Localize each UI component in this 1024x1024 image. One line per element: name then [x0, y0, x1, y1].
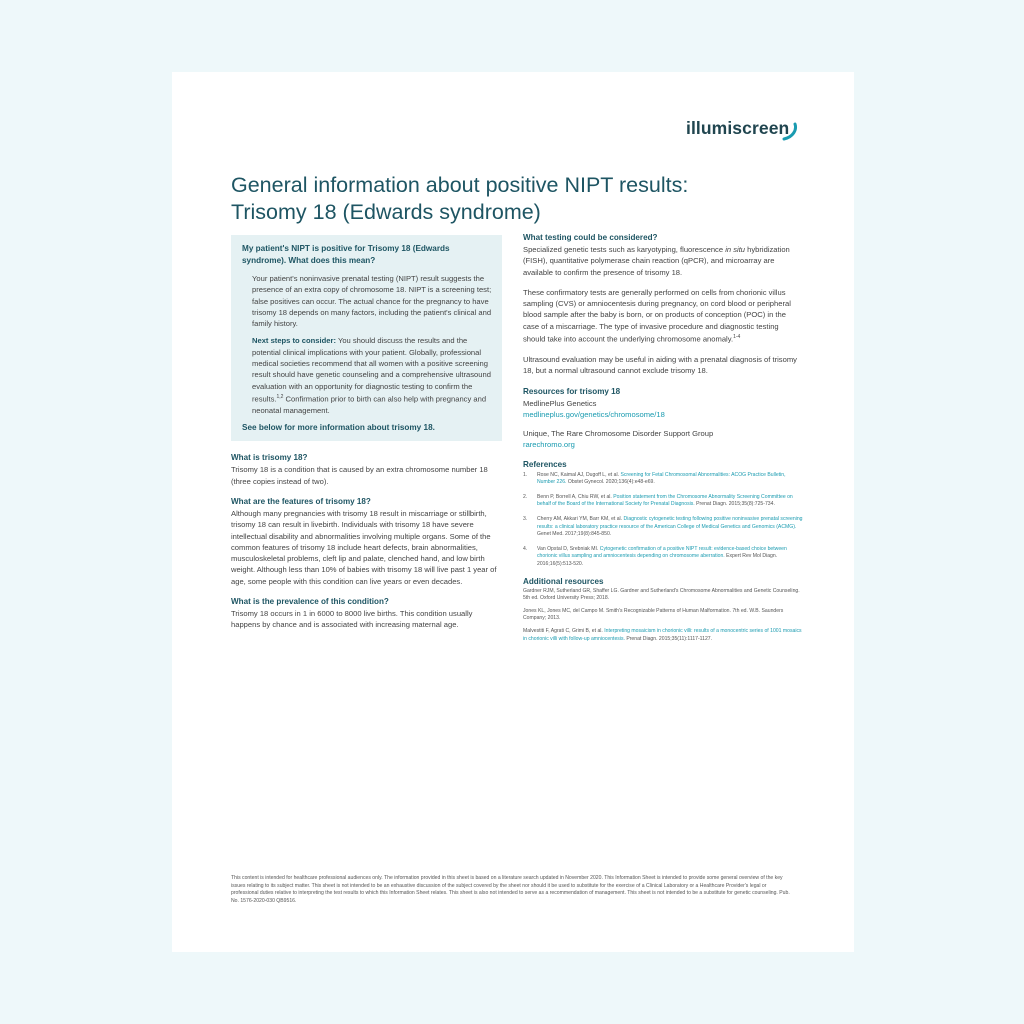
reference-link[interactable]: Screening for Fetal Chromosomal Abnormalities: ACOG Practice Bulletin, Number 226.	[537, 471, 786, 486]
testing-p1-emphasis: in situ	[725, 245, 746, 254]
reference-source: Genet Med. 2017;19(8):845-850.	[537, 531, 612, 538]
reference-item	[523, 472, 803, 487]
reference-authors: Van Opstal D, Srebniak MI.	[537, 545, 600, 552]
references-list	[523, 472, 803, 569]
title-line-2: Trisomy 18 (Edwards syndrome)	[231, 200, 541, 224]
prevalence-heading: What is the prevalence of this condition?	[231, 597, 389, 607]
next-steps-citation: 1,2	[276, 393, 284, 400]
logo-swoosh-icon	[781, 122, 799, 142]
page-title	[231, 172, 831, 226]
illumiscreen-logo: illumiscreen	[686, 118, 790, 138]
prevalence-text: Trisomy 18 occurs in 1 in 6000 to 8000 live births. This condition usually happens by chance and is associated with increasing maternal age.	[231, 609, 473, 630]
additional-resources-heading: Additional resources	[523, 576, 604, 586]
additional-resource-item	[523, 628, 803, 643]
additional-resource-item	[523, 608, 803, 623]
additional-resource-link[interactable]: Interpreting mosaicism in chorionic villi: results of a monocentric series of 1001 mosaics in chorionic villi with follow-up amniocentesis.	[523, 628, 802, 642]
reference-text	[537, 546, 803, 569]
testing-paragraph-3: Ultrasound evaluation may be useful in aiding with a prenatal diagnosis of trisomy 18, but a normal ultrasound cannot exclude trisomy 18.	[523, 354, 797, 376]
reference-link[interactable]: Diagnostic cytogenetic testing following positive noninvasive prenatal screening results: a clinical laboratory practice resource of the American College of Medical Genetics and Genomics (ACMG).	[537, 516, 803, 530]
disclaimer-footer: This content is intended for healthcare professional audiences only. The information provided in this sheet is based on a literature search updated in November 2020. This Information Sheet is intended to provide some general overview of the key issues relating to its subject matter. This sheet is not intended to be an exhaustive discussion of the subject covered by the sheet nor should it be used to substitute for the exercise of a Clinical Laboratory or a Healthcare Provider's legal or professional duties relative to interpreting the test results to which this Information Sheet relates. This sheet is also not intended to serve as a recommendation of management. This sheet is not intended to be a substitute for genetic counseling. Pub. No. 1576-2020-030 QB9516.	[231, 875, 790, 904]
reference-item	[523, 516, 803, 539]
reference-item	[523, 546, 803, 569]
reference-source: Expert Rev Mol Diagn. 2016;16(5):513-520.	[537, 553, 778, 568]
see-below-note: See below for more information about trisomy 18.	[242, 423, 435, 433]
additional-resource-item	[523, 588, 803, 603]
testing-p2-text: These confirmatory tests are generally performed on cells from chorionic villus sampling (CVS) or amniocentesis during pregnancy, on cord blood or peripheral blood sample after the baby is born, or on products of conception (POC) in the case of a miscarriage. The type of invasive procedure and diagnostic testing should take into account the underlying chromosome anomaly.	[523, 287, 791, 344]
features-heading: What are the features of trisomy 18?	[231, 496, 371, 506]
resource-1-name: MedlinePlus Genetics	[523, 398, 597, 408]
next-steps-label: Next steps to consider:	[252, 336, 336, 346]
additional-resource-authors: Malvestiti F, Agrati C, Grimi B, et al.	[523, 628, 605, 634]
callout-next-steps	[252, 335, 492, 416]
reference-number: 2.	[523, 493, 528, 500]
reference-authors: Rose NC, Kaimal AJ, Dugoff L, et al.	[537, 471, 621, 478]
reference-text	[537, 494, 803, 509]
what-is-heading: What is trisomy 18?	[231, 453, 308, 463]
callout-paragraph-1: Your patient's noninvasive prenatal testing (NIPT) result suggests the presence of an extra copy of chromosome 18. NIPT is a screening test; false positives can occur. The actual chance for the pregnancy to have trisomy 18 depends on many factors, including the patient's clinical and family history.	[252, 274, 492, 329]
features-text: Although many pregnancies with trisomy 18 result in miscarriage or stillbirth, trisomy 18 can result in livebirth. Individuals with trisomy 18 have severe intellectual disability and abnormalities involving multiple organs. Some of the common features of trisomy 18 include heart defects, brain abnormalities, musculoskeletal problems, cleft lip and palate, clenched hand, and low birth weight. Although less than 10% of babies with trisomy 18 will live past 1 year of age, some people with this condition can live years or even decades.	[231, 508, 497, 586]
additional-resource-source: Prenat Diagn. 2015;35(11):1117-1127.	[624, 635, 713, 642]
medlineplus-link[interactable]: medlineplus.gov/genetics/chromosome/18	[523, 409, 665, 419]
reference-number: 1.	[523, 471, 528, 478]
testing-paragraph-2	[523, 287, 803, 345]
reference-link[interactable]: Position statement from the Chromosome Abnormality Screening Committee on behalf of the Board of the International Society for Prenatal Diagnosis.	[537, 493, 793, 508]
resource-medlineplus	[523, 398, 803, 421]
next-steps-text: You should discuss the results and the potential clinical implications with your patient. Globally, professional medical societies recommend that all women with a positive screening result should have genetic counseling and a comprehensive ultrasound evaluation with an opportunity for diagnostic testing to confirm the results.	[252, 336, 491, 404]
positive-result-callout	[231, 235, 502, 441]
callout-heading: My patient's NIPT is positive for Trisomy 18 (Edwards syndrome). What does this mean?	[242, 244, 450, 265]
additional-resource-text: Jones KL, Jones MC, del Campo M. Smith's Recognizable Patterns of Human Malformation. 7th ed. W.B. Saunders Company; 2013.	[523, 607, 784, 622]
additional-resource-text: Gardner RJM, Sutherland GR, Shaffer LG. Gardner and Sutherland's Chromosome Abnormalities and Genetic Counseling. 5th ed. Oxford University Press; 2018.	[523, 587, 800, 602]
title-line-1: General information about positive NIPT results:	[231, 173, 689, 197]
resource-2-name: Unique, The Rare Chromosome Disorder Support Group	[523, 429, 714, 439]
right-column	[523, 232, 803, 648]
rarechromo-link[interactable]: rarechromo.org	[523, 440, 575, 450]
reference-number: 3.	[523, 516, 528, 523]
reference-item	[523, 494, 803, 509]
reference-number: 4.	[523, 545, 528, 552]
resource-unique	[523, 428, 803, 451]
testing-paragraph-1	[523, 244, 803, 278]
references-heading: References	[523, 459, 567, 469]
resources-heading: Resources for trisomy 18	[523, 386, 621, 396]
reference-text	[537, 516, 803, 539]
testing-p1-part-a: Specialized genetic tests such as karyotyping, fluorescence	[523, 245, 726, 254]
reference-source: Prenat Diagn. 2015;35(8):725-734.	[694, 501, 775, 508]
what-is-text: Trisomy 18 is a condition that is caused by an extra chromosome number 18 (three copies instead of two).	[231, 465, 488, 486]
testing-heading: What testing could be considered?	[523, 233, 658, 242]
reference-authors: Benn P, Borrell A, Chiu RW, et al.	[537, 493, 614, 500]
left-column	[231, 235, 502, 640]
next-steps-tail: Confirmation prior to birth can also help with pregnancy and neonatal management.	[252, 394, 487, 415]
reference-authors: Cherry AM, Akkari YM, Barr KM, et al.	[537, 516, 624, 523]
reference-source: Obstet Gynecol. 2020;136(4):e48-e69.	[566, 479, 655, 486]
reference-text	[537, 472, 803, 487]
reference-link[interactable]: Cytogenetic confirmation of a positive NIPT result: evidence-based choice between chorionic villus sampling and amniocentesis depending on chromosome aberration.	[537, 545, 787, 560]
testing-p1-part-b: hybridization (FISH), quantitative polymerase chain reaction (qPCR), and microarray are available to confirm the presence of trisomy 18.	[523, 245, 790, 277]
document-page	[172, 72, 854, 952]
testing-p2-citation: 1-4	[733, 334, 741, 341]
